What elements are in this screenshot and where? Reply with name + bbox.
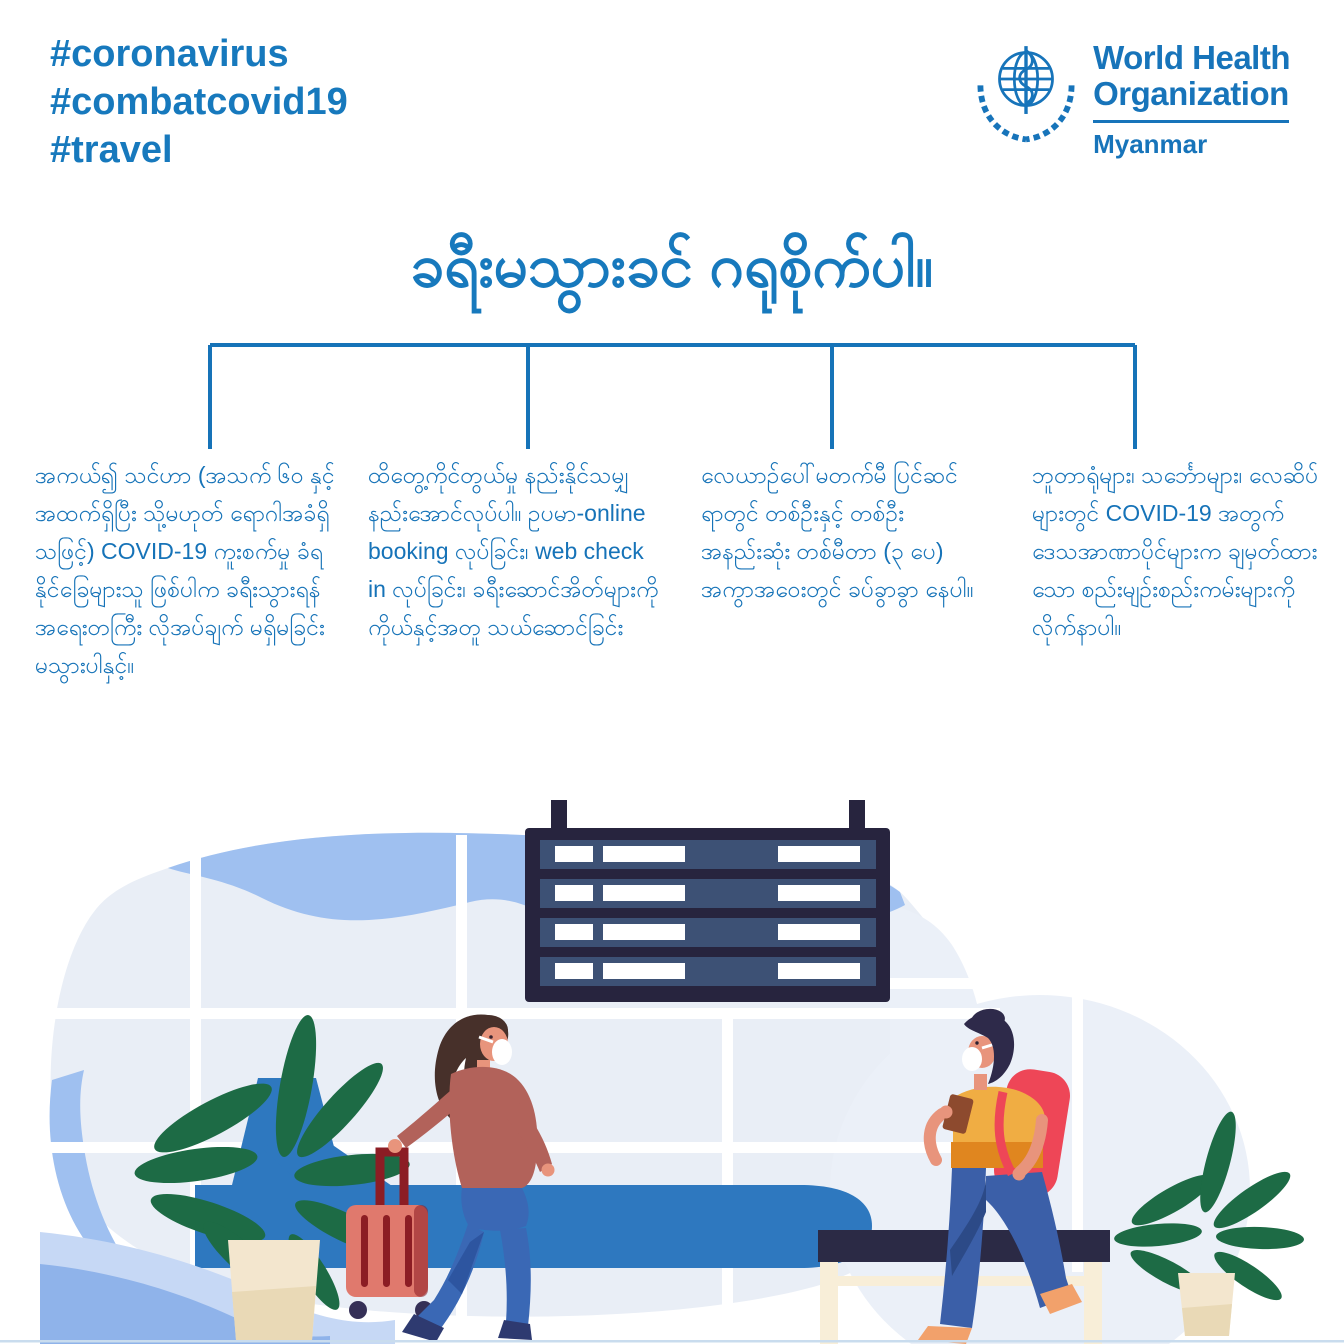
who-logo-divider xyxy=(1093,120,1289,123)
woman-hand xyxy=(542,1164,555,1177)
hashtag-combatcovid19: #combatcovid19 xyxy=(50,81,348,123)
woman-hand xyxy=(388,1139,402,1153)
departure-board xyxy=(525,800,890,1002)
woman-eye xyxy=(489,1035,493,1039)
hashtag-list xyxy=(50,30,348,174)
man-face-mask-icon xyxy=(962,1047,982,1071)
advice-column-4: ဘူတာရုံများ၊ သင်္ဘောများ၊ လေဆိပ်များတွင် COVID-19 အတွက် ဒေသအာဏာပိုင်များက ချမှတ်ထားသော စည်းမျဉ်းစည်းကမ်းများကို လိုက်နာပါ။ xyxy=(1032,462,1319,640)
who-name-line2: Organization xyxy=(1093,75,1289,112)
hashtag-travel: #travel xyxy=(50,129,173,171)
who-name-line1: World Health xyxy=(1093,39,1290,76)
who-logo xyxy=(973,36,1290,160)
airport-illustration xyxy=(0,780,1344,1344)
man-hand xyxy=(940,1106,953,1119)
page-title: ခရီးမသွားခင် ဂရုစိုက်ပါ။ xyxy=(410,232,934,299)
woman-jeans xyxy=(461,1188,528,1231)
board-post-right xyxy=(849,800,865,830)
bottom-border-line xyxy=(0,1340,1344,1343)
hashtag-coronavirus: #coronavirus xyxy=(50,33,289,75)
advice-column-3: လေယာဉ်ပေါ်မတက်မီ ပြင်ဆင်ရာတွင် တစ်ဦးနှင့် တစ်ဦး အနည်းဆုံး တစ်မီတာ (၃ ပေ) အကွာအဝေးတွင် ခပ်ခွာခွာ နေပါ။ xyxy=(701,462,974,602)
man-eye xyxy=(975,1041,978,1044)
advice-column-2: ထိတွေ့ကိုင်တွယ်မှု နည်းနိုင်သမျှ နည်းအောင်လုပ်ပါ။ ဥပမာ-online booking လုပ်ခြင်း၊ web check in လုပ်ခြင်း၊ ခရီးဆောင်အိတ်များကို ကိုယ်နှင့်အတူ သယ်ဆောင်ခြင်း xyxy=(368,462,659,640)
woman-face-mask-icon xyxy=(492,1039,512,1065)
who-logo-text xyxy=(1093,40,1290,160)
who-country-label: Myanmar xyxy=(1093,129,1208,159)
board-post-left xyxy=(551,800,567,830)
who-emblem-icon xyxy=(973,36,1079,158)
suitcase-wheel xyxy=(349,1301,367,1319)
advice-column-1: အကယ်၍ သင်ဟာ (အသက် ၆၀ နှင့်အထက်ရှိပြီး သို့မဟုတ် ရောဂါအခံရှိသဖြင့်) COVID-19 ကူးစက်မှု ခံရနိုင်ခြေများသူ ဖြစ်ပါက ခရီးသွားရန် အရေးတကြီး လိုအပ်ချက် မရှိမခြင်း မသွားပါနှင့်။ xyxy=(35,462,335,678)
